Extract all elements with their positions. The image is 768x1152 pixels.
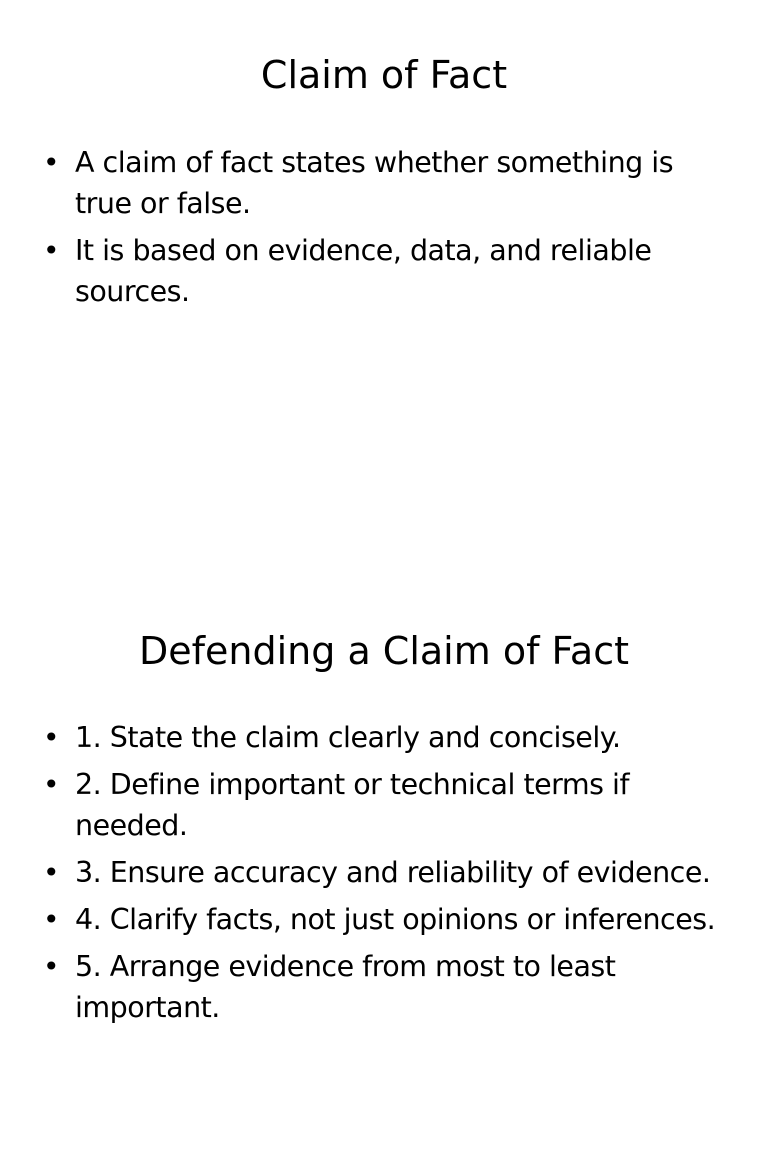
slide-defending-claim <box>0 576 768 1152</box>
bullet-text: 2. Define important or technical terms if needed. <box>75 768 629 842</box>
bullet-list <box>40 717 730 1034</box>
bullet-text: 1. State the claim clearly and concisely. <box>75 721 621 754</box>
bullet-icon: • <box>43 234 60 267</box>
bullet-icon: • <box>43 721 60 754</box>
bullet-text: A claim of fact states whether something is true or false. <box>75 146 674 220</box>
slide-title: Defending a Claim of Fact <box>139 629 629 673</box>
bullet-icon: • <box>43 146 60 179</box>
slide-title: Claim of Fact <box>260 53 508 97</box>
bullet-item <box>40 230 730 312</box>
bullet-text: 5. Arrange evidence from most to least important. <box>75 950 616 1024</box>
bullet-icon: • <box>43 768 60 801</box>
bullet-list <box>40 142 730 318</box>
bullet-item <box>40 899 730 940</box>
bullet-item <box>40 142 730 224</box>
bullet-icon: • <box>43 950 60 983</box>
bullet-item <box>40 764 730 846</box>
bullet-item <box>40 946 730 1028</box>
bullet-text: 4. Clarify facts, not just opinions or inferences. <box>75 903 716 936</box>
bullet-icon: • <box>43 903 60 936</box>
bullet-item <box>40 852 730 893</box>
bullet-item <box>40 717 730 758</box>
bullet-text: It is based on evidence, data, and reliable sources. <box>75 234 652 308</box>
bullet-text: 3. Ensure accuracy and reliability of evidence. <box>75 856 711 889</box>
bullet-icon: • <box>43 856 60 889</box>
